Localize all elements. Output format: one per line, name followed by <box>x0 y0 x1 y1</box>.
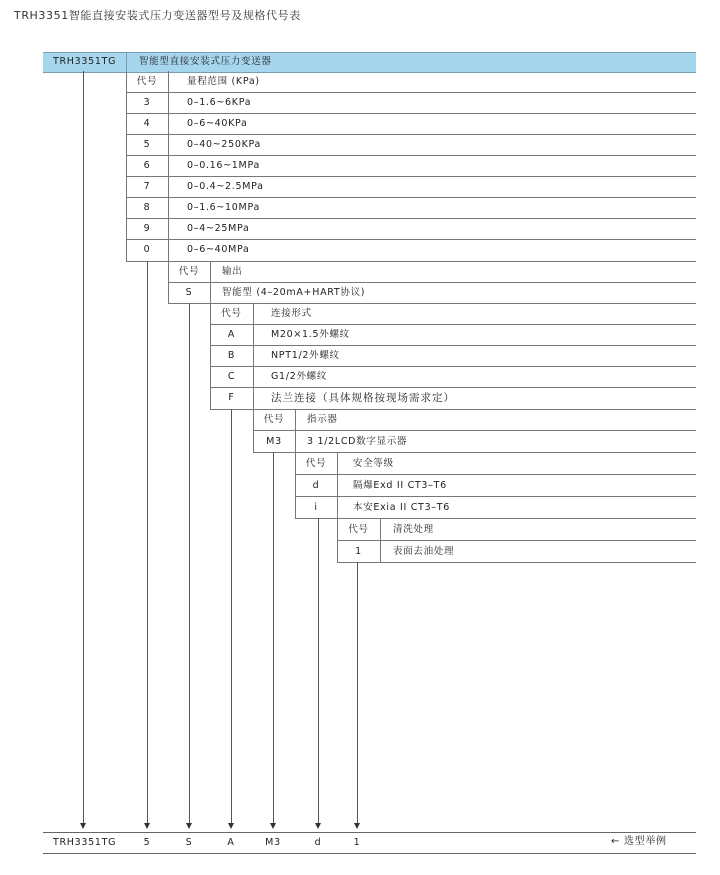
arrow-down-icon <box>354 823 360 829</box>
example-connection: A <box>227 837 235 848</box>
header-divider <box>126 53 127 72</box>
row-border <box>295 518 696 519</box>
pointer-line-range <box>147 261 148 823</box>
row-border <box>210 345 696 346</box>
column-border <box>253 303 254 409</box>
range-code: 5 <box>143 139 151 150</box>
indicator-desc: 3 1/2LCD数字显示器 <box>307 436 408 447</box>
range-desc: 0–6~40MPa <box>187 244 250 255</box>
pointer-line-model <box>83 71 84 823</box>
row-border <box>210 366 696 367</box>
column-border <box>210 261 211 303</box>
model-code: TRH3351TG <box>53 56 117 67</box>
row-border <box>126 176 696 177</box>
range-desc: 0–40~250KPa <box>187 139 262 150</box>
row-border <box>126 218 696 219</box>
range-desc: 0–1.6~10MPa <box>187 202 260 213</box>
row-border <box>168 282 696 283</box>
range-code: 0 <box>143 244 151 255</box>
cleaning-code: 1 <box>355 546 362 557</box>
example-safety: d <box>314 837 322 848</box>
row-border <box>168 303 696 304</box>
range-desc: 0–6~40KPa <box>187 118 248 129</box>
range-desc: 0–4~25MPa <box>187 223 250 234</box>
arrow-down-icon <box>186 823 192 829</box>
row-border <box>253 452 696 453</box>
row-border <box>126 261 696 262</box>
connection-code: A <box>227 329 236 340</box>
column-border <box>168 71 169 261</box>
row-border <box>126 113 696 114</box>
cleaning-name-header: 清洗处理 <box>393 524 434 535</box>
range-code-header: 代号 <box>136 76 158 87</box>
row-border <box>210 387 696 388</box>
row-border <box>210 409 696 410</box>
cleaning-desc: 表面去油处理 <box>393 546 455 557</box>
arrow-down-icon <box>315 823 321 829</box>
row-border <box>337 562 696 563</box>
example-bottom-border <box>43 853 696 854</box>
example-top-border <box>43 832 696 833</box>
connection-desc: M20×1.5外螺纹 <box>271 329 350 340</box>
connection-desc: G1/2外螺纹 <box>271 371 328 382</box>
arrow-down-icon <box>270 823 276 829</box>
pointer-line-cleaning <box>357 562 358 823</box>
example-range: 5 <box>143 837 151 848</box>
safety-code-header: 代号 <box>305 458 327 469</box>
pointer-line-safety <box>318 518 319 823</box>
range-name-header: 量程范围 (KPa) <box>187 76 260 87</box>
connection-code: F <box>228 392 235 403</box>
model-description: 智能型直接安装式压力变送器 <box>139 56 272 67</box>
safety-desc: 隔爆Exd II CT3–T6 <box>353 480 447 491</box>
indicator-code: M3 <box>266 436 282 447</box>
row-border <box>295 474 696 475</box>
range-code: 3 <box>143 97 151 108</box>
connection-name-header: 连接形式 <box>271 308 312 319</box>
example-output: S <box>185 837 193 848</box>
example-cleaning: 1 <box>353 837 361 848</box>
safety-desc: 本安Exia II CT3–T6 <box>353 502 451 513</box>
arrow-down-icon <box>80 823 86 829</box>
connection-code: C <box>227 371 236 382</box>
output-name-header: 输出 <box>222 266 243 277</box>
row-border <box>126 92 696 93</box>
column-border <box>380 518 381 562</box>
row-border <box>126 134 696 135</box>
range-code: 4 <box>143 118 151 129</box>
range-code: 6 <box>143 160 151 171</box>
pointer-line-output <box>189 303 190 823</box>
output-code: S <box>185 287 193 298</box>
connection-code-header: 代号 <box>221 308 242 319</box>
document-title: TRH3351智能直接安装式压力变送器型号及规格代号表 <box>14 9 301 22</box>
row-border <box>126 197 696 198</box>
row-border <box>126 155 696 156</box>
row-border <box>295 496 696 497</box>
row-border <box>337 540 696 541</box>
example-model: TRH3351TG <box>53 837 117 848</box>
range-code: 8 <box>143 202 151 213</box>
range-desc: 0–0.4~2.5MPa <box>187 181 264 192</box>
safety-name-header: 安全等级 <box>353 458 394 469</box>
safety-code: i <box>314 502 318 513</box>
range-code: 9 <box>143 223 151 234</box>
connection-desc: NPT1/2外螺纹 <box>271 350 340 361</box>
arrow-down-icon <box>144 823 150 829</box>
range-code: 7 <box>143 181 151 192</box>
column-border <box>295 409 296 452</box>
example-indicator: M3 <box>265 837 281 848</box>
indicator-name-header: 指示器 <box>307 414 338 425</box>
range-desc: 0–1.6~6KPa <box>187 97 252 108</box>
column-border <box>337 452 338 518</box>
row-border <box>126 239 696 240</box>
arrow-down-icon <box>228 823 234 829</box>
connection-desc: 法兰连接（具体规格按现场需求定） <box>271 392 455 404</box>
output-desc: 智能型 (4–20mA+HART协议) <box>222 287 366 298</box>
safety-code: d <box>312 480 320 491</box>
connection-code: B <box>227 350 236 361</box>
cleaning-code-header: 代号 <box>348 524 369 535</box>
indicator-code-header: 代号 <box>263 414 285 425</box>
example-label: ← 选型举例 <box>611 836 667 847</box>
row-border <box>210 324 696 325</box>
output-code-header: 代号 <box>178 266 200 277</box>
row-border <box>253 430 696 431</box>
range-desc: 0–0.16~1MPa <box>187 160 260 171</box>
pointer-line-indicator <box>273 452 274 823</box>
pointer-line-connection <box>231 409 232 823</box>
